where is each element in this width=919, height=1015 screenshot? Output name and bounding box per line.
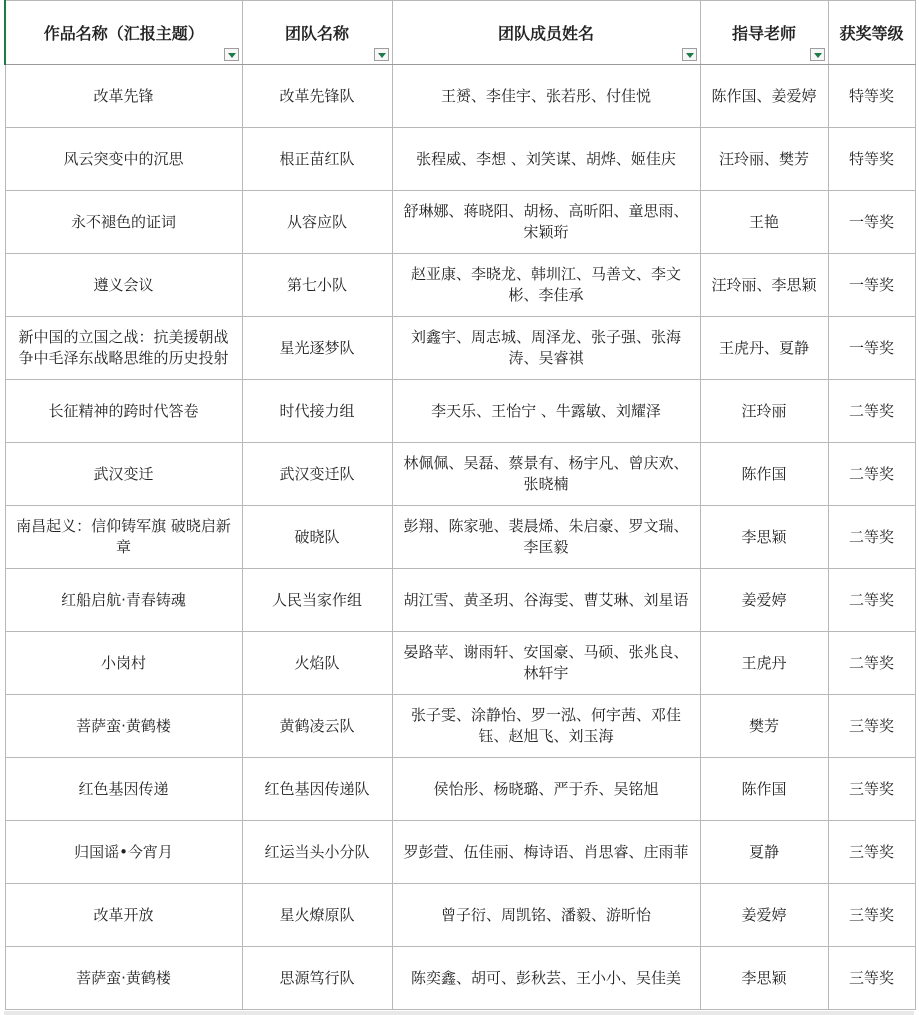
table-row <box>5 947 915 1010</box>
header-team-name[interactable] <box>242 1 392 65</box>
cell-team-name[interactable]: 黄鹤凌云队 <box>242 695 392 758</box>
cell-team-name[interactable]: 从容应队 <box>242 191 392 254</box>
cell-team-name[interactable]: 人民当家作组 <box>242 569 392 632</box>
cell-team-members[interactable]: 罗彭萱、伍佳丽、梅诗语、肖思睿、庄雨菲 <box>392 821 700 884</box>
cell-team-name[interactable]: 改革先锋队 <box>242 65 392 128</box>
table-row <box>5 569 915 632</box>
cell-advisor[interactable]: 陈作国、姜爱婷 <box>700 65 828 128</box>
cell-team-name[interactable]: 火焰队 <box>242 632 392 695</box>
cell-advisor[interactable]: 夏静 <box>700 821 828 884</box>
table-row <box>5 128 915 191</box>
cell-award-level[interactable]: 三等奖 <box>828 947 915 1010</box>
cell-award-level[interactable]: 三等奖 <box>828 884 915 947</box>
cell-award-level[interactable]: 二等奖 <box>828 632 915 695</box>
cell-work-title[interactable]: 菩萨蛮·黄鹤楼 <box>5 695 242 758</box>
cell-work-title[interactable]: 改革先锋 <box>5 65 242 128</box>
cell-advisor[interactable]: 汪玲丽 <box>700 380 828 443</box>
header-label: 团队成员姓名 <box>497 24 594 43</box>
cell-award-level[interactable]: 二等奖 <box>828 380 915 443</box>
cell-work-title[interactable]: 新中国的立国之战：抗美援朝战争中毛泽东战略思维的历史投射 <box>5 317 242 380</box>
header-work-title[interactable] <box>5 1 242 65</box>
table-body <box>5 65 915 1010</box>
cell-award-level[interactable]: 三等奖 <box>828 695 915 758</box>
table-row <box>5 884 915 947</box>
cell-award-level[interactable]: 二等奖 <box>828 443 915 506</box>
header-row <box>5 1 915 65</box>
cell-team-members[interactable]: 彭翔、陈家驰、裴晨烯、朱启豪、罗文瑞、李匡毅 <box>392 506 700 569</box>
table-row <box>5 65 915 128</box>
cell-team-members[interactable]: 舒琳娜、蒋晓阳、胡杨、高昕阳、童思雨、宋颖珩 <box>392 191 700 254</box>
cell-advisor[interactable]: 姜爱婷 <box>700 884 828 947</box>
table-row <box>5 191 915 254</box>
spreadsheet <box>4 0 914 1010</box>
cell-work-title[interactable]: 改革开放 <box>5 884 242 947</box>
cell-advisor[interactable]: 樊芳 <box>700 695 828 758</box>
table-row <box>5 758 915 821</box>
cell-team-members[interactable]: 李天乐、王怡宁 、牛露敏、刘耀泽 <box>392 380 700 443</box>
cell-advisor[interactable]: 汪玲丽、李思颖 <box>700 254 828 317</box>
cell-advisor[interactable]: 陈作国 <box>700 443 828 506</box>
cell-team-members[interactable]: 王赟、李佳宇、张若彤、付佳悦 <box>392 65 700 128</box>
table-row <box>5 695 915 758</box>
cell-team-members[interactable]: 侯怡彤、杨晓璐、严于乔、吴铭旭 <box>392 758 700 821</box>
cell-team-members[interactable]: 赵亚康、李晓龙、韩圳江、马善文、李文彬、李佳承 <box>392 254 700 317</box>
cell-award-level[interactable]: 一等奖 <box>828 191 915 254</box>
cell-team-name[interactable]: 思源笃行队 <box>242 947 392 1010</box>
filter-dropdown-icon[interactable] <box>224 48 239 61</box>
header-award-level[interactable] <box>828 1 915 65</box>
cell-award-level[interactable]: 三等奖 <box>828 821 915 884</box>
cell-work-title[interactable]: 遵义会议 <box>5 254 242 317</box>
cell-advisor[interactable]: 王虎丹 <box>700 632 828 695</box>
cell-award-level[interactable]: 一等奖 <box>828 317 915 380</box>
cell-team-name[interactable]: 星火燎原队 <box>242 884 392 947</box>
table-row <box>5 632 915 695</box>
table-row <box>5 443 915 506</box>
awards-table <box>4 0 916 1010</box>
cell-award-level[interactable]: 特等奖 <box>828 128 915 191</box>
header-label: 团队名称 <box>284 24 349 43</box>
cell-advisor[interactable]: 汪玲丽、樊芳 <box>700 128 828 191</box>
cell-team-members[interactable]: 陈奕鑫、胡可、彭秋芸、王小小、吴佳美 <box>392 947 700 1010</box>
cell-award-level[interactable]: 特等奖 <box>828 65 915 128</box>
header-advisor[interactable] <box>700 1 828 65</box>
cell-team-members[interactable]: 张子雯、涂静怡、罗一泓、何宇茜、邓佳钰、赵旭飞、刘玉海 <box>392 695 700 758</box>
cell-work-title[interactable]: 红色基因传递 <box>5 758 242 821</box>
header-team-members[interactable] <box>392 1 700 65</box>
cell-award-level[interactable]: 三等奖 <box>828 758 915 821</box>
cell-work-title[interactable]: 风云突变中的沉思 <box>5 128 242 191</box>
cell-team-members[interactable]: 晏路苹、谢雨轩、安国豪、马硕、张兆良、林轩宇 <box>392 632 700 695</box>
cell-team-members[interactable]: 张程威、李想 、刘笑谋、胡烨、姬佳庆 <box>392 128 700 191</box>
table-row <box>5 506 915 569</box>
cell-advisor[interactable]: 李思颖 <box>700 506 828 569</box>
cell-award-level[interactable]: 二等奖 <box>828 506 915 569</box>
sheet-bottom-edge <box>4 1011 914 1015</box>
cell-work-title[interactable]: 红船启航·青春铸魂 <box>5 569 242 632</box>
cell-work-title[interactable]: 长征精神的跨时代答卷 <box>5 380 242 443</box>
table-row <box>5 317 915 380</box>
cell-team-name[interactable]: 红色基因传递队 <box>242 758 392 821</box>
cell-advisor[interactable]: 王虎丹、夏静 <box>700 317 828 380</box>
header-label: 作品名称（汇报主题） <box>43 24 204 43</box>
cell-team-name[interactable]: 武汉变迁队 <box>242 443 392 506</box>
filter-dropdown-icon[interactable] <box>374 48 389 61</box>
cell-team-members[interactable]: 胡江雪、黄圣玥、谷海雯、曹艾琳、刘星语 <box>392 569 700 632</box>
filter-dropdown-icon[interactable] <box>682 48 697 61</box>
cell-work-title[interactable]: 武汉变迁 <box>5 443 242 506</box>
cell-team-name[interactable]: 星光逐梦队 <box>242 317 392 380</box>
table-row <box>5 380 915 443</box>
cell-work-title[interactable]: 小岗村 <box>5 632 242 695</box>
cell-award-level[interactable]: 二等奖 <box>828 569 915 632</box>
header-label: 获奖等级 <box>839 24 904 43</box>
filter-dropdown-icon[interactable] <box>810 48 825 61</box>
cell-advisor[interactable]: 李思颖 <box>700 947 828 1010</box>
cell-advisor[interactable]: 陈作国 <box>700 758 828 821</box>
cell-work-title[interactable]: 永不褪色的证词 <box>5 191 242 254</box>
cell-team-members[interactable]: 刘鑫宇、周志城、周泽龙、张子强、张海涛、吴睿祺 <box>392 317 700 380</box>
cell-team-name[interactable]: 第七小队 <box>242 254 392 317</box>
table-row <box>5 254 915 317</box>
table-row <box>5 821 915 884</box>
cell-team-members[interactable]: 林佩佩、吴磊、蔡景有、杨宇凡、曾庆欢、张晓楠 <box>392 443 700 506</box>
cell-team-members[interactable]: 曾子衍、周凯铭、潘毅、游昕怡 <box>392 884 700 947</box>
cell-work-title[interactable]: 菩萨蛮·黄鹤楼 <box>5 947 242 1010</box>
cell-team-name[interactable]: 破晓队 <box>242 506 392 569</box>
cell-team-name[interactable]: 根正苗红队 <box>242 128 392 191</box>
cell-team-name[interactable]: 红运当头小分队 <box>242 821 392 884</box>
cell-award-level[interactable]: 一等奖 <box>828 254 915 317</box>
cell-work-title[interactable]: 南昌起义：信仰铸军旗 破晓启新章 <box>5 506 242 569</box>
cell-advisor[interactable]: 王艳 <box>700 191 828 254</box>
cell-advisor[interactable]: 姜爱婷 <box>700 569 828 632</box>
cell-team-name[interactable]: 时代接力组 <box>242 380 392 443</box>
cell-work-title[interactable]: 归国谣•今宵月 <box>5 821 242 884</box>
header-label: 指导老师 <box>731 24 796 43</box>
